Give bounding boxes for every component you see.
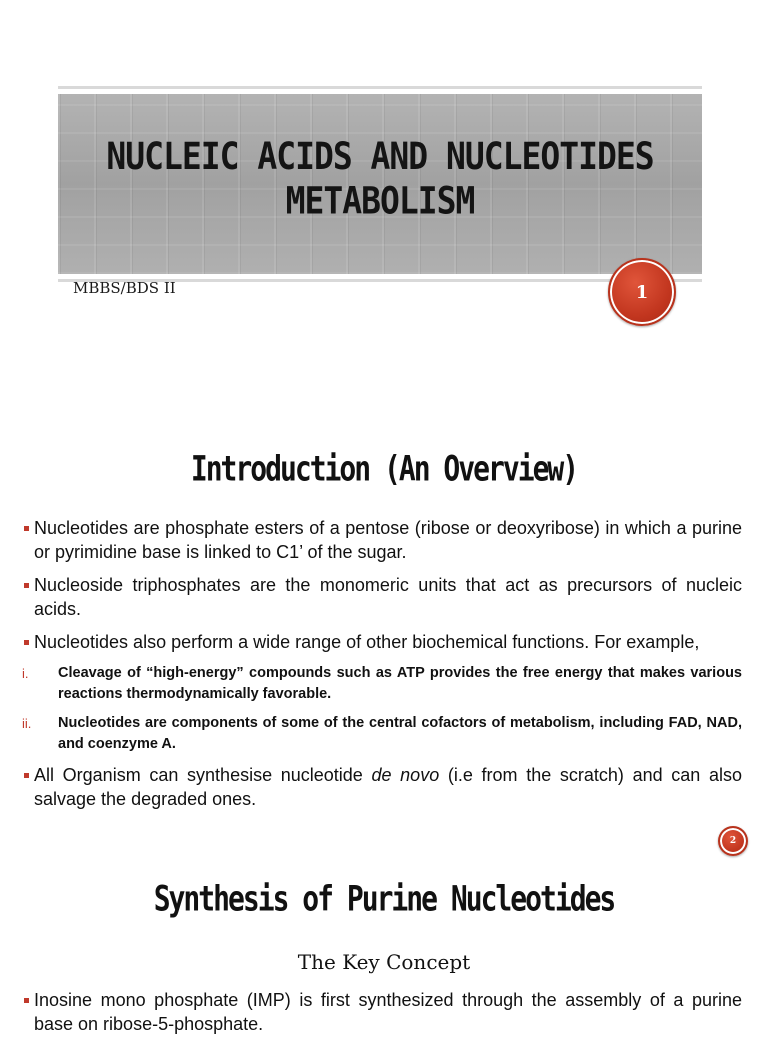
page-number-badge: 1 (608, 258, 676, 326)
bullet-square-icon (24, 998, 29, 1003)
bullet-list (22, 516, 742, 820)
title-banner (58, 86, 702, 282)
slide-heading: Introduction (An Overview) (190, 447, 578, 490)
list-item: Nucleotides are phosphate esters of a pentose (ribose or deoxyribose) in which a purine or pyrimidine base is linked to C1’ of the sugar. (22, 516, 742, 564)
bullet-square-icon (24, 640, 29, 645)
page-number-badge: 2 (718, 826, 748, 856)
slide-heading: Synthesis of Purine Nucleotides (153, 877, 615, 920)
course-subtitle: MBBS/BDS II (73, 279, 176, 297)
roman-list-item: i. Cleavage of “high-energy” compounds such as ATP provides the free energy that makes various reactions thermodynamically favorable. (22, 665, 742, 702)
slide-title (58, 134, 702, 224)
bullet-list (22, 988, 742, 1045)
title-line-1: NUCLEIC ACIDS AND NUCLEOTIDES (106, 134, 654, 178)
roman-numeral: i. (22, 666, 29, 681)
list-item: Nucleotides also perform a wide range of other biochemical functions. For example, (22, 630, 742, 654)
purine-synthesis-slide (0, 860, 768, 1034)
bullet-square-icon (24, 773, 29, 778)
title-line-2: METABOLISM (285, 179, 475, 223)
slide-subheading: The Key Concept (297, 950, 471, 974)
roman-numeral: ii. (22, 716, 32, 731)
bullet-square-icon (24, 583, 29, 588)
introduction-slide (0, 360, 768, 860)
list-item: All Organism can synthesise nucleotide de novo (i.e from the scratch) and can also salvage the degraded ones. (22, 763, 742, 811)
list-item: Inosine mono phosphate (IMP) is first synthesized through the assembly of a purine base on ribose-5-phosphate. (22, 988, 742, 1036)
list-item: Nucleoside triphosphates are the monomeric units that act as precursors of nucleic acids. (22, 573, 742, 621)
roman-list-item: ii. Nucleotides are components of some of the central cofactors of metabolism, including FAD, NAD, and coenzyme A. (22, 715, 742, 752)
bullet-square-icon (24, 526, 29, 531)
title-slide (0, 0, 768, 360)
